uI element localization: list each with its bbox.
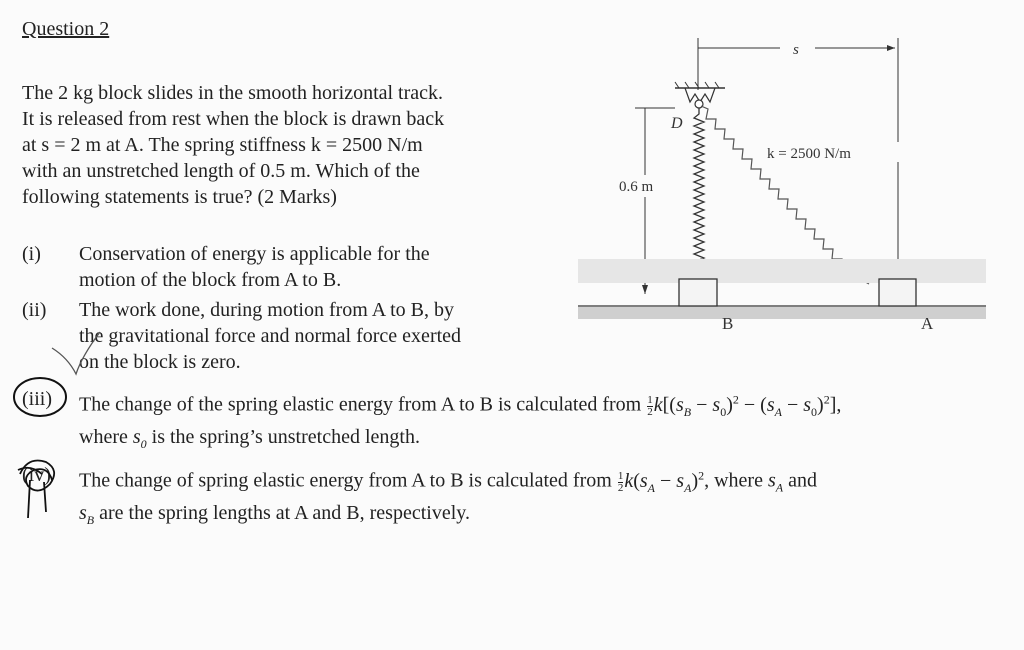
height-arrowhead: [642, 285, 648, 294]
option-i-text: Conservation of energy is applicable for the: [79, 243, 430, 265]
point-d-label: D: [671, 115, 683, 132]
block-at-a: [879, 279, 916, 306]
circle-around-iii: [14, 378, 66, 416]
spring-block-figure: [575, 30, 995, 350]
option-iii-text: The change of the spring elastic energy from A to B is calculated from: [79, 393, 642, 416]
option-ii-numeral: (ii): [22, 299, 47, 321]
point-a-label: A: [921, 314, 934, 333]
check-mark-stroke: [52, 332, 100, 374]
option-iv-line1: The change of spring elastic energy from A to B is calculated from $\frac{1}{2}$ $k(s_A - s_A)^2$, where $s_A$ and: [79, 468, 817, 495]
intro-line: following statements is true? (2 Marks): [22, 186, 337, 208]
intro-line: The 2 kg block slides in the smooth horizontal track.: [22, 82, 444, 104]
option-iv-line2: $s_B$ are the spring lengths at A and B, respectively.: [79, 502, 470, 527]
hatch: [705, 82, 709, 88]
scribble-over-iv: [18, 461, 54, 519]
option-iii-line2: where $s_0$ is the spring’s unstretched length.: [79, 426, 420, 451]
hatch: [675, 82, 679, 88]
height-label: 0.6 m: [619, 179, 654, 195]
track-top: [578, 259, 986, 283]
point-b-label: B: [722, 314, 734, 333]
option-iv-numeral: (iv): [22, 464, 51, 486]
block-at-b: [679, 279, 717, 306]
intro-line: at s = 2 m at A. The spring stiffness k = 2500 N/m: [22, 134, 423, 156]
s-arrowhead: [887, 45, 895, 51]
hatch: [685, 82, 689, 88]
question-title: Question 2: [22, 18, 110, 40]
symbol-sB: $s_B$: [79, 502, 95, 527]
intro-line: It is released from rest when the block is drawn back: [22, 108, 445, 130]
option-ii-text: the gravitational force and normal force exerted: [79, 325, 462, 347]
spring-at-a: [701, 106, 869, 284]
intro-line: with an unstretched length of 0.5 m. Which of the: [22, 160, 420, 182]
option-ii-text: The work done, during motion from A to B, by: [79, 299, 454, 321]
spring-at-b: [694, 108, 704, 282]
formula-iv: $\frac{1}{2}$ $k(s_A - s_A)^2$: [617, 468, 705, 495]
option-iii-numeral: (iii): [22, 388, 52, 410]
option-ii-text: on the block is zero.: [79, 351, 241, 373]
s-label: s: [793, 42, 799, 58]
symbol-s0: $s_0$: [132, 426, 147, 451]
option-i-text: motion of the block from A to B.: [79, 269, 342, 291]
formula-iii: $\frac{1}{2}$ $k[(s_B - s_0)^2 - (s_A - s_0)^2]$,: [647, 392, 842, 419]
hatch: [715, 82, 719, 88]
option-i-numeral: (i): [22, 243, 41, 265]
k-label: k = 2500 N/m: [767, 146, 851, 162]
option-iv-text: The change of spring elastic energy from A to B is calculated from: [79, 469, 612, 492]
